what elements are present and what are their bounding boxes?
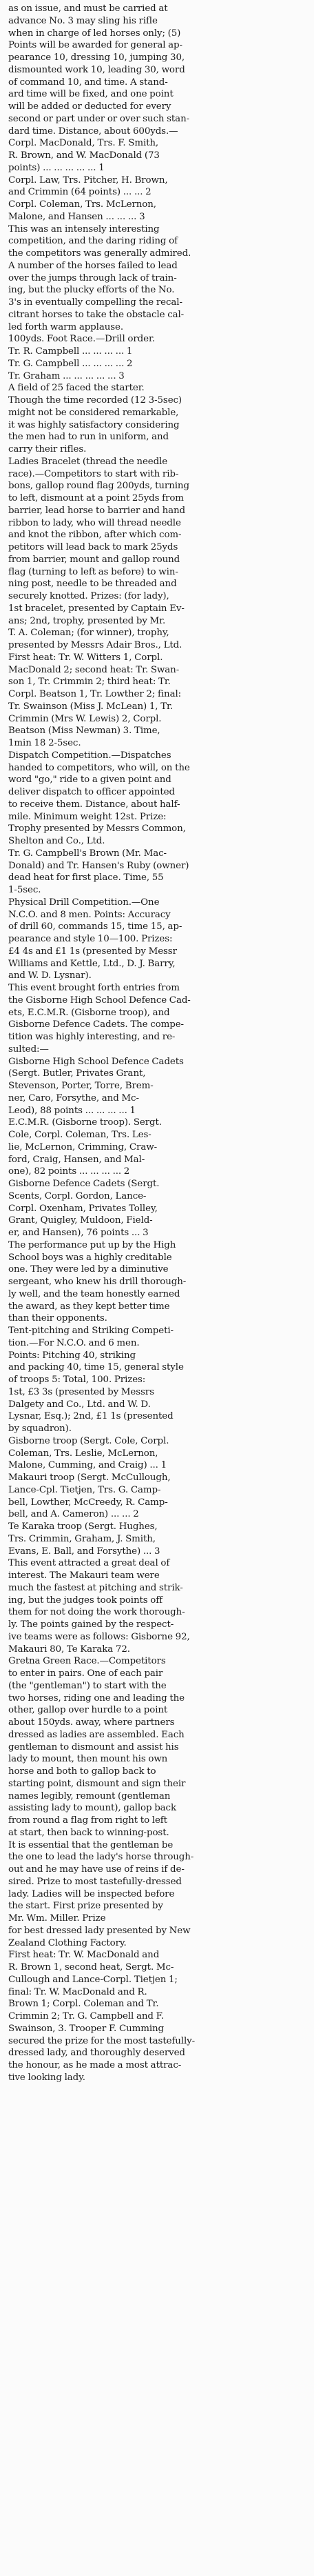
article-text: as on issue, and must be carried at advance No. 3 may sling his rifle when in charge of led horses only; (5) Points will be awarded for general ap- pearance 10, dressing 10, jumping 30, dismounted work 10, leading 30, word of command 10, and time. A stand- ard time will be fixed, and one point will be added or deducted for every second or part under or over such stan- dard time. Distance, about 600yds.— Corpl. MacDonald, Trs. F. Smith, R. Brown, and W. MacDonald (73 points) ... ... ... ... ... 1 Corpl. Law, Trs. Pitcher, H. Brown, and Crimmin (64 points) ... ... 2 Corpl. Coleman, Trs. McLernon, Malone, and Hansen ... ... ... 3 This was an intensely interesting competition, and the daring riding of the competitors was generally admired. A number of the horses failed to lead over the jumps through lack of train- ing, but the plucky efforts of the No. 3's in eventually compelling the recal- citrant horses to take the obstacle cal- led forth warm applause. 100yds. Foot Race.—Drill order. Tr. R. Campbell ... ... ... ... 1 Tr. G. Campbell ... ... ... ... 2 Tr. Graham ... ... ... ... ... 3 A field of 25 faced the starter. Though the time recorded (12 3-5sec) might not be considered remarkable, it was highly satisfactory considering the men had to run in uniform, and carry their rifles. Ladies Bracelet (thread the needle race).—Competitors to start with rib- bons, gallop round flag 200yds, turning to left, dismount at a point 25yds from barrier, lead horse to barrier and hand ribbon to lady, who will thread needle and knot the ribbon, after which com- petitors will lead back to mark 25yds from barrier, mount and gallop round flag (turning to left as before) to win- ning post, needle to be threaded and securely knotted. Prizes: (for lady), 1st bracelet, presented by Captain Ev- ans; 2nd, trophy, presented by Mr. T. A. Coleman; (for winner), trophy, presented by Messrs Adair Bros., Ltd. First heat: Tr. W. Witters 1, Corpl. MacDonald 2; second heat: Tr. Swan- son 1, Tr. Crimmin 2; third heat: Tr. Corpl. Beatson 1, Tr. Lowther 2; final: Tr. Swainson (Miss J. McLean) 1, Tr. Crimmin (Mrs W. Lewis) 2, Corpl. Beatson (Miss Newman) 3. Time, 1min 18 2-5sec. Dispatch Competition.—Dispatches handed to competitors, who will, on the word "go," ride to a given point and deliver dispatch to officer appointed to receive them. Distance, about half- mile. Minimum weight 12st. Prize: Trophy presented by Messrs Common, Shelton and Co., Ltd. Tr. G. Campbell's Brown (Mr. Mac- Donald) and Tr. Hansen's Ruby (owner) dead heat for first place. Time, 55 1-5sec. Physical Drill Competition.—One N.C.O. and 8 men. Points: Accuracy of drill 60, commands 15, time 15, ap- pearance and style 10—100. Prizes: £4 4s and £1 1s (presented by Messr Williams and Kettle, Ltd., D. J. Barry, and W. D. Lysnar). This event brought forth entries from the Gisborne High School Defence Cad- ets, E.C.M.R. (Gisborne troop), and Gisborne Defence Cadets. The compe- tition was highly interesting, and re- sulted:— Gisborne High School Defence Cadets (Sergt. Butler, Privates Grant, Stevenson, Porter, Torre, Brem- ner, Caro, Forsythe, and Mc- Leod), 88 points ... ... ... ... 1 E.C.M.R. (Gisborne troop). Sergt. Cole, Corpl. Coleman, Trs. Les- lie, McLernon, Crimming, Craw- ford, Craig, Hansen, and Mal- one), 82 points ... ... ... ... 2 Gisborne Defence Cadets (Sergt. Scents, Corpl. Gordon, Lance- Corpl. Oxenham, Privates Tolley, Grant, Quigley, Muldoon, Field- er, and Hansen), 76 points ... 3 The performance put up by the High School boys was a highly creditable one. They were led by a diminutive sergeant, who knew his drill thorough- ly well, and the team honestly earned the award, as they kept better time than their opponents. Tent-pitching and Striking Competi- tion.—For N.C.O. and 6 men. Points: Pitching 40, striking and packing 40, time 15, general style of troops 5: Total, 100. Prizes: 1st, £3 3s (presented by Messrs Dalgety and Co., Ltd. and W. D. Lysnar, Esq.); 2nd, £1 1s (presented by squadron). Gisborne troop (Sergt. Cole, Corpl. Coleman, Trs. Leslie, McLernon, Malone, Cumming, and Craig) ... 1 Makauri troop (Sergt. McCullough, Lance-Cpl. Tietjen, Trs. G. Camp- bell, Lowther, McCreedy, R. Camp- bell, and A. Cameron) ... ... 2 Te Karaka troop (Sergt. Hughes, Trs. Crimmin, Graham, J. Smith, Evans, E. Ball, and Forsythe) ... 3 This event attracted a great deal of interest. The Makauri team were much the fastest at pitching and strik- ing, but the judges took points off them for not doing the work thorough- ly. The points gained by the respect- ive teams were as follows: Gisborne 92, Makauri 80, Te Karaka 72. Gretna Green Race.—Competitors to enter in pairs. One of each pair (the "gentleman") to start with the two horses, riding one and leading the other, gallop over hurdle to a point about 150yds. away, where partners dressed as ladies are assembled. Each gentleman to dismount and assist his lady to mount, then mount his own horse and both to gallop back to starting point, dismount and sign their names legibly, remount (gentleman assisting lady to mount), gallop back from round a flag from right to left at start, then back to winning-post. It is essential that the gentleman be the one to lead the lady's horse through- out and he may have use of reins if de- sired. Prize to most tastefully-dressed lady. Ladies will be inspected before the start. First prize presented by Mr. Wm. Miller. Prize for best dressed lady presented by New Zealand Clothing Factory. First heat: Tr. W. MacDonald and R. Brown 1, second heat, Sergt. Mc- Cullough and Lance-Corpl. Tietjen 1; final: Tr. W. MacDonald and R. Brown 1; Corpl. Coleman and Tr. Crimmin 2; Tr. G. Campbell and F. Swainson, 3. Trooper F. Cumming secured the prize for the most tastefully- dressed lady, and thoroughly deserved the honour, as he made a most attrac- tive looking lady. (8, 3, 196, 2083)
